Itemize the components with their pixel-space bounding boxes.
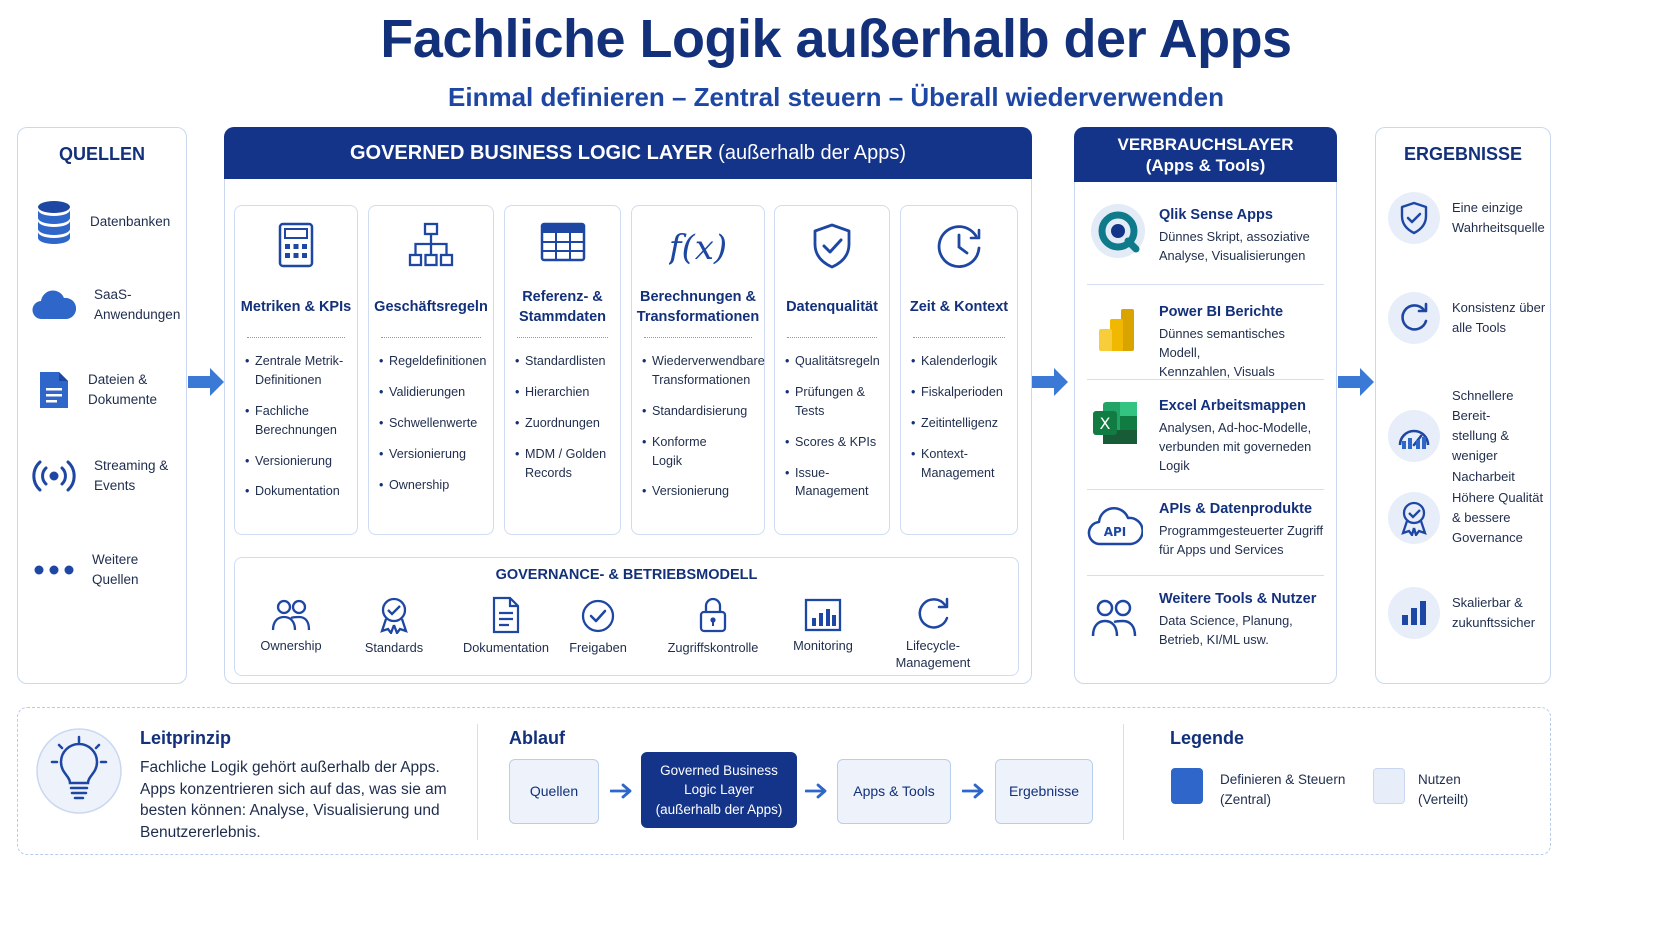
list-item: • Regeldefinitionen (379, 352, 487, 371)
list-item: • Versionierung (379, 445, 487, 464)
lock-icon (698, 596, 728, 634)
list-item: • MDM / Golden Records (515, 445, 614, 483)
list-item: • Wiederverwendbare Transformationen (642, 352, 758, 390)
logic-layer-panel (224, 127, 1032, 684)
logic-layer-title-suffix: (außerhalb der Apps) (712, 142, 907, 164)
card-list (379, 352, 487, 506)
results-panel (1375, 127, 1551, 684)
api-cloud-icon (1087, 504, 1143, 553)
users-icon (1091, 598, 1137, 643)
arrow-right-icon (186, 367, 226, 397)
consumer-item-other-tools: Weitere Tools & Nutzer Data Science, Planung, Betrieb, KI/ML usw. (1159, 591, 1317, 648)
governance-item-monitoring: Monitoring (783, 598, 863, 655)
source-item-streaming (32, 456, 168, 497)
list-item: • Kontext- Management (911, 445, 1011, 483)
shield-check-icon (1399, 201, 1429, 235)
excel-logo-icon (1091, 400, 1139, 451)
speedometer-icon (1397, 421, 1431, 451)
list-item: • Validierungen (379, 383, 487, 402)
flow-step-logic-layer: Governed Business Logic Layer (außerhalb der Apps) (641, 752, 797, 828)
result-item-consistency: Konsistenz über alle Tools (1388, 292, 1545, 344)
svg-text:ƒ(x): ƒ(x) (669, 228, 727, 268)
consumer-item-qlik: Qlik Sense Apps Dünnes Skript, assoziative Analyse, Visualisierungen (1159, 207, 1310, 264)
flow-title: Ablauf (509, 728, 565, 748)
governance-title: GOVERNANCE- & BETRIEBSMODELL (495, 567, 758, 583)
result-item-faster-delivery: Schnellere Bereit- stellung & weniger Nacharbeit (1388, 386, 1550, 487)
governance-item-ownership: Ownership (253, 598, 329, 655)
card-metrics (234, 205, 358, 535)
result-item-scalable: Skalierbar & zukunftssicher (1388, 587, 1535, 639)
card-list (785, 352, 883, 513)
arrow-right-icon (805, 782, 829, 800)
source-item-more (34, 550, 139, 591)
source-label: SaaS- Anwendungen (94, 287, 181, 323)
list-item: • Prüfungen & Tests (785, 383, 883, 421)
logic-layer-title: GOVERNED BUSINESS LOGIC LAYER (349, 142, 713, 164)
governance-box (234, 557, 1019, 676)
list-item: • Qualitätsregeln (785, 352, 883, 371)
governance-item-approvals: Freigaben (560, 598, 636, 657)
page-title: Fachliche Logik außerhalb der Apps (380, 9, 1292, 69)
function-icon (669, 226, 727, 270)
card-title: Berechnungen & Transformationen (636, 289, 760, 325)
card-list (515, 352, 614, 494)
governance-item-access-control: Zugriffskontrolle (661, 596, 765, 657)
card-list (911, 352, 1011, 494)
consumer-item-apis: APIs & Datenprodukte Programmgesteuerter Zugriff für Apps und Services (1159, 501, 1324, 558)
refresh-icon (914, 596, 952, 632)
list-item: • Standardlisten (515, 352, 614, 371)
flow-step-results: Ergebnisse (995, 759, 1093, 824)
database-icon (36, 200, 72, 244)
result-item-single-truth: Eine einzige Wahrheitsquelle (1388, 192, 1545, 244)
bottom-panel (17, 707, 1551, 855)
list-item: • Standardisierung (642, 402, 758, 421)
powerbi-logo-icon (1097, 307, 1137, 358)
users-icon (271, 598, 311, 632)
list-item: • Kalenderlogik (911, 352, 1011, 371)
source-label: Dateien & Dokumente (88, 372, 158, 408)
page-subtitle: Einmal definieren – Zentral steuern – Überall wiederverwenden (448, 82, 1224, 112)
list-item: • Dokumentation (245, 482, 351, 501)
source-label: Datenbanken (90, 213, 171, 229)
source-label: Streaming & Events (94, 458, 169, 494)
legend-swatch-distributed (1373, 768, 1405, 804)
card-data-quality (774, 205, 890, 535)
legend-title: Legende (1170, 728, 1245, 748)
consumer-item-excel: Excel Arbeitsmappen Analysen, Ad-hoc-Modelle, verbunden mit governeden Logik (1159, 398, 1312, 474)
flow-step-apps-tools: Apps & Tools (837, 759, 951, 824)
svg-text:X: X (1099, 414, 1111, 433)
broadcast-icon (32, 459, 76, 493)
consumption-header: VERBRAUCHSLAYER (Apps & Tools) (1074, 127, 1337, 182)
list-item: • Zeitintelligenz (911, 414, 1011, 433)
flow-step-sources: Quellen (509, 759, 599, 824)
document-icon (38, 370, 70, 410)
list-item: • Versionierung (245, 452, 351, 471)
card-title: Referenz- & Stammdaten (518, 289, 607, 325)
card-list (642, 352, 765, 513)
principle-title: Leitprinzip (140, 728, 231, 748)
source-item-saas (32, 285, 180, 326)
qlik-logo-icon (1089, 202, 1147, 265)
monitoring-chart-icon (804, 598, 842, 632)
list-item: • Ownership (379, 476, 487, 495)
card-title: Datenqualität (786, 299, 878, 316)
list-item: • Versionierung (642, 482, 758, 501)
refresh-icon (1398, 302, 1430, 334)
award-icon (377, 596, 411, 634)
card-list (245, 352, 351, 513)
list-item: • Zentrale Metrik- Definitionen (245, 352, 351, 390)
shield-check-icon (811, 222, 853, 270)
card-calculations (631, 205, 765, 535)
results-title: ERGEBNISSE (1403, 144, 1523, 164)
list-item: • Zuordnungen (515, 414, 614, 433)
principle-text: Fachliche Logik gehört außerhalb der Apps. Apps konzentrieren sich auf das, was sie am besten können: Analyse, Visualisierung und Benutzererlebnis. (140, 759, 447, 842)
list-item: • Fiskalperioden (911, 383, 1011, 402)
legend-label-distributed: Nutzen (Verteilt) (1418, 772, 1469, 807)
arrow-right-icon (1336, 367, 1376, 397)
document-icon (491, 596, 521, 634)
calculator-icon (278, 222, 314, 268)
more-dots-icon (34, 563, 74, 577)
svg-text:API: API (1103, 525, 1127, 539)
list-item: • Scores & KPIs (785, 433, 883, 452)
list-item: • Issue- Management (785, 464, 883, 502)
card-business-rules (368, 205, 494, 535)
card-reference-data (504, 205, 621, 535)
governance-item-standards: Standards (356, 596, 432, 657)
source-item-databases (36, 200, 170, 244)
logic-layer-header (224, 127, 1032, 179)
legend-label-central: Definieren & Steuern (Zentral) (1220, 772, 1346, 807)
card-title: Metriken & KPIs (240, 299, 352, 316)
list-item: • Konforme Logik (642, 433, 758, 471)
arrow-right-icon (610, 782, 634, 800)
card-title: Geschäftsregeln (374, 299, 488, 316)
bar-chart-icon (1400, 599, 1428, 627)
arrow-right-icon (1030, 367, 1070, 397)
result-item-quality: Höhere Qualität & bessere Governance (1388, 488, 1543, 548)
consumer-item-powerbi: Power BI Berichte Dünnes semantisches Modell, Kennzahlen, Visuals (1159, 304, 1285, 380)
governance-item-documentation: Dokumentation (451, 596, 561, 657)
consumption-panel (1074, 127, 1337, 684)
governance-item-lifecycle: Lifecycle- Management (885, 596, 981, 671)
source-item-files (38, 370, 157, 411)
list-item: • Hierarchien (515, 383, 614, 402)
table-icon (540, 222, 586, 262)
lightbulb-icon (35, 727, 123, 820)
arrow-right-icon (962, 782, 986, 800)
hierarchy-icon (407, 222, 455, 268)
sources-title: QUELLEN (58, 144, 145, 164)
award-icon (1399, 500, 1429, 536)
card-time-context (900, 205, 1018, 535)
source-label: Weitere Quellen (92, 552, 139, 588)
legend-swatch-central (1171, 768, 1203, 804)
list-item: • Fachliche Berechnungen (245, 402, 351, 440)
sources-panel (17, 127, 187, 684)
card-title: Zeit & Kontext (909, 299, 1009, 316)
list-item: • Schwellenwerte (379, 414, 487, 433)
clock-icon (935, 222, 983, 270)
cloud-icon (32, 289, 76, 321)
check-circle-icon (580, 598, 616, 634)
